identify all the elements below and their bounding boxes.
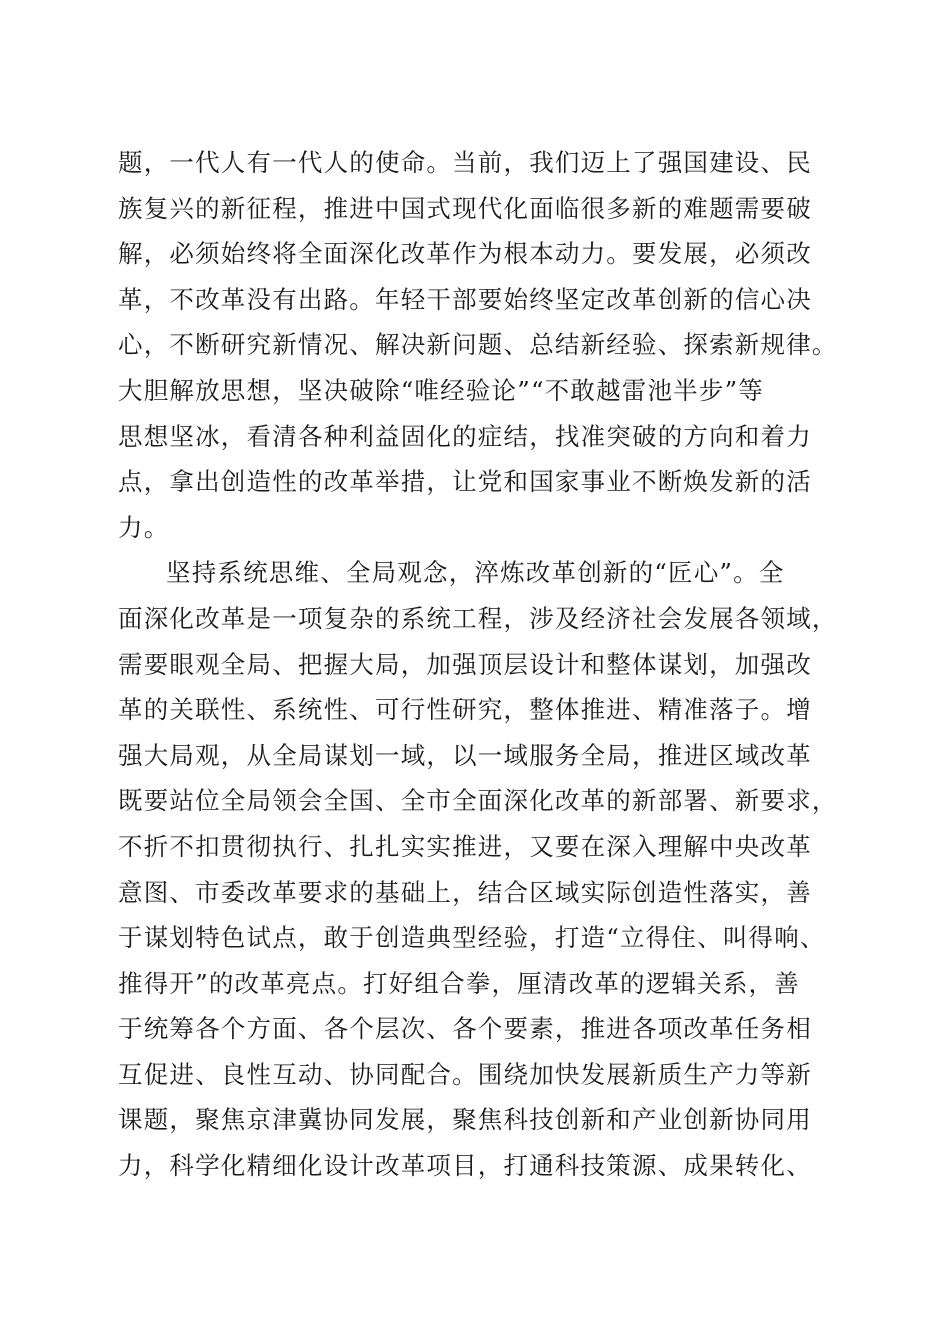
text-line-9: 力。: [118, 512, 170, 542]
text-line-5: 心，不断研究新情况、解决新问题、总结新经验、探索新规律。: [118, 330, 838, 360]
text-line-14: 强大局观，从全局谋划一域，以一域服务全局，推进区域改革: [118, 740, 812, 770]
text-line-13: 革的关联性、系统性、可行性研究，整体推进、精准落子。增: [118, 695, 812, 725]
text-line-2: 族复兴的新征程，推进中国式现代化面临很多新的难题需要破: [118, 193, 812, 223]
text-line-12: 需要眼观全局、把握大局，加强顶层设计和整体谋划，加强改: [118, 649, 812, 679]
text-line-3: 解，必须始终将全面深化改革作为根本动力。要发展，必须改: [118, 239, 812, 269]
document-body: [118, 140, 848, 1189]
text-line-23: 力，科学化精细化设计改革项目，打通科技策源、成果转化、: [118, 1151, 812, 1181]
text-line-6: 大胆解放思想，坚决破除“唯经验论”“不敢越雷池半步”等: [118, 375, 764, 405]
text-line-11: 面深化改革是一项复杂的系统工程，涉及经济社会发展各领域，: [118, 603, 838, 633]
text-line-19: 推得开”的改革亮点。打好组合拳，厘清改革的逻辑关系，善: [118, 968, 800, 998]
text-line-22: 课题，聚焦京津冀协同发展，聚焦科技创新和产业创新协同用: [118, 1105, 812, 1135]
text-line-8: 点，拿出创造性的改革举措，让党和国家事业不断焕发新的活: [118, 467, 812, 497]
text-line-7: 思想坚冰，看清各种利益固化的症结，找准突破的方向和着力: [118, 421, 812, 451]
paragraph-start-line: 坚持系统思维、全局观念，淬炼改革创新的“匠心”。全: [166, 558, 785, 588]
text-line-17: 意图、市委改革要求的基础上，结合区域实际创造性落实，善: [118, 877, 812, 907]
text-line-4: 革，不改革没有出路。年轻干部要始终坚定改革创新的信心决: [118, 284, 812, 314]
text-line-18: 于谋划特色试点，敢于创造典型经验，打造“立得住、叫得响、: [118, 923, 826, 953]
text-line-21: 互促进、良性互动、协同配合。围绕加快发展新质生产力等新: [118, 1059, 812, 1089]
text-line-1: 题，一代人有一代人的使命。当前，我们迈上了强国建设、民: [118, 148, 812, 177]
text-line-20: 于统筹各个方面、各个层次、各个要素，推进各项改革任务相: [118, 1014, 812, 1044]
text-line-15: 既要站位全局领会全国、全市全面深化改革的新部署、新要求，: [118, 786, 838, 816]
text-line-16: 不折不扣贯彻执行、扎扎实实推进，又要在深入理解中央改革: [118, 831, 812, 861]
